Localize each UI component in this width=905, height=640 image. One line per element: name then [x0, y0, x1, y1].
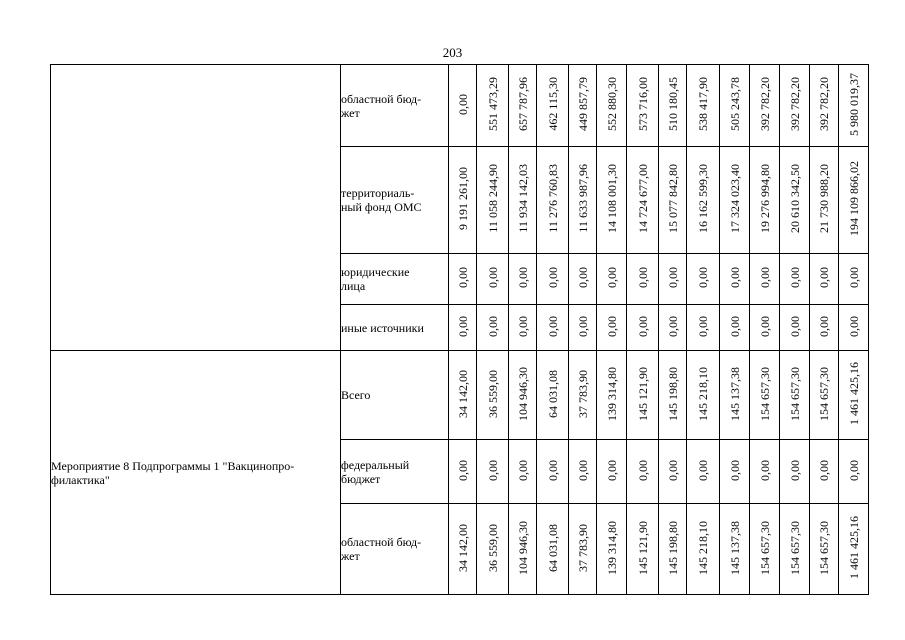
value-text: 104 946,30: [515, 520, 530, 575]
value-text: 14 108 001,30: [604, 164, 619, 233]
value-text: 5 980 019,37: [846, 72, 861, 136]
value-text: 462 115,30: [545, 77, 560, 131]
value-text: 0,00: [846, 459, 861, 481]
value-cell: [750, 351, 780, 440]
value-cell: [780, 305, 810, 351]
value-text: 0,00: [757, 459, 772, 481]
value-text: 0,00: [727, 267, 742, 288]
value-text: 17 324 023,40: [727, 164, 742, 233]
page-number: 203: [442, 45, 463, 60]
value-text: 139 314,80: [604, 520, 619, 575]
event-cell: [51, 65, 341, 351]
value-text: 145 137,38: [727, 366, 742, 421]
value-cell: [569, 305, 597, 351]
value-cell: [569, 65, 597, 147]
value-cell: [537, 351, 569, 440]
value-text: 0,00: [545, 459, 560, 481]
value-text: 36 559,00: [485, 523, 500, 572]
budget-table: [50, 64, 869, 595]
value-cell: [750, 305, 780, 351]
value-text: 0,00: [817, 267, 831, 288]
value-cell: [627, 351, 659, 440]
value-text: 0,00: [485, 459, 500, 481]
value-cell: [720, 351, 750, 440]
value-cell: [687, 147, 720, 254]
value-cell: [780, 440, 810, 504]
value-cell: [569, 254, 597, 305]
value-cell: [537, 147, 569, 254]
value-text: 0,00: [515, 459, 530, 481]
value-cell: [569, 440, 597, 504]
value-text: 0,00: [665, 267, 680, 288]
value-text: 36 559,00: [485, 369, 500, 418]
value-cell: [449, 351, 477, 440]
value-text: 14 724 677,00: [635, 164, 650, 233]
value-cell: [597, 65, 627, 147]
value-cell: [627, 504, 659, 595]
value-text: 0,00: [515, 267, 530, 288]
funding-source-cell: иные источники: [341, 305, 449, 351]
value-text: 0,00: [787, 315, 802, 337]
table-row: [51, 65, 869, 147]
value-cell: [687, 351, 720, 440]
value-cell: [659, 504, 687, 595]
value-cell: [780, 504, 810, 595]
value-text: 392 782,20: [787, 77, 802, 131]
value-text: 0,00: [455, 459, 470, 481]
value-text: 0,00: [455, 267, 470, 288]
value-text: 0,00: [455, 93, 470, 115]
value-cell: [687, 305, 720, 351]
value-cell: [477, 351, 509, 440]
value-cell: [659, 147, 687, 254]
value-cell: [720, 504, 750, 595]
value-text: 0,00: [817, 459, 831, 481]
value-cell: [687, 254, 720, 305]
value-cell: [839, 440, 869, 504]
value-text: 11 058 244,90: [485, 164, 500, 233]
value-cell: [780, 65, 810, 147]
value-text: 552 880,30: [604, 77, 619, 131]
value-text: 0,00: [545, 315, 560, 337]
value-cell: [477, 305, 509, 351]
value-cell: [750, 65, 780, 147]
value-text: 0,00: [575, 459, 590, 481]
value-cell: [839, 351, 869, 440]
value-text: 154 657,30: [757, 520, 772, 575]
value-text: 37 783,90: [575, 523, 590, 572]
value-text: 573 716,00: [635, 77, 650, 131]
value-text: 11 276 760,83: [545, 164, 560, 233]
value-cell: [810, 305, 839, 351]
value-text: 194 109 866,02: [846, 161, 861, 236]
value-text: 154 657,30: [787, 520, 802, 575]
value-text: 37 783,90: [575, 369, 590, 418]
value-cell: [720, 440, 750, 504]
value-text: 154 657,30: [787, 366, 802, 421]
value-text: 0,00: [757, 267, 772, 288]
value-text: 154 657,30: [817, 366, 831, 421]
value-text: 0,00: [787, 459, 802, 481]
value-text: 64 031,08: [545, 523, 560, 572]
value-text: 0,00: [604, 267, 619, 288]
value-cell: [810, 65, 839, 147]
value-text: 0,00: [846, 315, 861, 337]
value-cell: [509, 351, 537, 440]
value-text: 0,00: [665, 459, 680, 481]
value-cell: [597, 504, 627, 595]
event-cell: Мероприятие 8 Подпрограммы 1 "Вакцинопро- филактика": [51, 351, 341, 595]
value-cell: [477, 504, 509, 595]
value-cell: [509, 305, 537, 351]
value-text: 0,00: [575, 267, 590, 288]
value-text: 145 121,90: [635, 520, 650, 575]
value-cell: [780, 351, 810, 440]
value-cell: [477, 440, 509, 504]
value-cell: [449, 305, 477, 351]
value-cell: [477, 147, 509, 254]
value-text: 34 142,00: [455, 369, 470, 418]
value-text: 0,00: [635, 267, 650, 288]
value-text: 392 782,20: [817, 77, 831, 131]
value-cell: [627, 305, 659, 351]
value-cell: [750, 254, 780, 305]
value-cell: [569, 504, 597, 595]
value-text: 0,00: [545, 267, 560, 288]
value-cell: [839, 65, 869, 147]
value-text: 449 857,79: [575, 77, 590, 131]
value-cell: [780, 254, 810, 305]
value-text: 19 276 994,80: [757, 164, 772, 233]
value-text: 0,00: [665, 315, 680, 337]
value-text: 11 633 987,96: [575, 164, 590, 233]
value-text: 154 657,30: [757, 366, 772, 421]
value-cell: [597, 147, 627, 254]
value-text: 145 198,80: [665, 366, 680, 421]
value-text: 0,00: [635, 315, 650, 337]
funding-source-cell: юридические лица: [341, 254, 449, 305]
value-cell: [627, 65, 659, 147]
value-cell: [477, 65, 509, 147]
value-text: 0,00: [455, 315, 470, 337]
value-cell: [720, 65, 750, 147]
value-text: 0,00: [485, 267, 500, 288]
value-cell: [659, 351, 687, 440]
value-cell: [509, 440, 537, 504]
value-cell: [597, 305, 627, 351]
value-cell: [810, 440, 839, 504]
value-cell: [750, 504, 780, 595]
value-text: 145 218,10: [696, 366, 710, 421]
value-text: 551 473,29: [485, 77, 500, 131]
value-cell: [597, 254, 627, 305]
value-text: 0,00: [604, 315, 619, 337]
value-text: 392 782,20: [757, 77, 772, 131]
value-text: 0,00: [846, 267, 861, 288]
value-text: 9 191 261,00: [455, 167, 470, 230]
value-cell: [509, 504, 537, 595]
value-text: 21 730 988,20: [817, 164, 831, 233]
value-text: 20 610 342,50: [787, 164, 802, 233]
value-text: 0,00: [485, 315, 500, 337]
value-cell: [627, 254, 659, 305]
value-cell: [839, 504, 869, 595]
value-cell: [509, 65, 537, 147]
value-cell: [720, 147, 750, 254]
value-cell: [509, 147, 537, 254]
value-text: 505 243,78: [727, 77, 742, 131]
value-text: 0,00: [757, 315, 772, 337]
funding-source-cell: федеральный бюджет: [341, 440, 449, 504]
value-text: 0,00: [575, 315, 590, 337]
value-cell: [569, 351, 597, 440]
value-cell: [627, 147, 659, 254]
value-cell: [477, 254, 509, 305]
value-cell: [839, 147, 869, 254]
value-cell: [659, 305, 687, 351]
value-cell: [537, 65, 569, 147]
value-text: 15 077 842,80: [665, 164, 680, 233]
value-cell: [569, 147, 597, 254]
value-cell: [537, 440, 569, 504]
value-cell: [839, 254, 869, 305]
value-text: 1 461 425,16: [846, 516, 861, 579]
value-text: 0,00: [696, 459, 710, 481]
value-cell: [537, 504, 569, 595]
value-text: 145 137,38: [727, 520, 742, 575]
value-text: 104 946,30: [515, 366, 530, 421]
value-text: 154 657,30: [817, 520, 831, 575]
value-text: 538 417,90: [696, 77, 710, 131]
funding-source-cell: Всего: [341, 351, 449, 440]
value-cell: [627, 440, 659, 504]
value-text: 139 314,80: [604, 366, 619, 421]
value-text: 657 787,96: [515, 77, 530, 131]
value-text: 64 031,08: [545, 369, 560, 418]
value-text: 0,00: [727, 315, 742, 337]
value-text: 145 218,10: [696, 520, 710, 575]
value-cell: [720, 305, 750, 351]
value-text: 145 198,80: [665, 520, 680, 575]
funding-source-cell: территориаль- ный фонд ОМС: [341, 147, 449, 254]
value-text: 0,00: [727, 459, 742, 481]
value-text: 34 142,00: [455, 523, 470, 572]
value-cell: [687, 504, 720, 595]
value-text: 0,00: [696, 315, 710, 337]
value-cell: [449, 254, 477, 305]
value-cell: [810, 351, 839, 440]
funding-source-cell: областной бюд- жет: [341, 65, 449, 147]
value-cell: [449, 65, 477, 147]
value-text: 0,00: [817, 315, 831, 337]
value-cell: [449, 440, 477, 504]
table-row: [51, 351, 869, 440]
value-cell: [659, 65, 687, 147]
value-cell: [687, 65, 720, 147]
value-cell: [659, 254, 687, 305]
value-cell: [449, 147, 477, 254]
value-text: 0,00: [787, 267, 802, 288]
value-text: 11 934 142,03: [515, 164, 530, 233]
value-cell: [597, 440, 627, 504]
value-cell: [810, 504, 839, 595]
value-cell: [780, 147, 810, 254]
value-text: 0,00: [635, 459, 650, 481]
value-text: 510 180,45: [665, 77, 680, 131]
value-text: 0,00: [604, 459, 619, 481]
value-text: 0,00: [515, 315, 530, 337]
value-text: 0,00: [696, 267, 710, 288]
value-cell: [720, 254, 750, 305]
value-cell: [537, 254, 569, 305]
value-text: 1 461 425,16: [846, 362, 861, 425]
value-cell: [537, 305, 569, 351]
value-cell: [810, 254, 839, 305]
value-cell: [509, 254, 537, 305]
value-cell: [810, 147, 839, 254]
value-cell: [750, 147, 780, 254]
value-cell: [750, 440, 780, 504]
value-cell: [659, 440, 687, 504]
funding-source-cell: областной бюд- жет: [341, 504, 449, 595]
value-cell: [687, 440, 720, 504]
value-cell: [449, 504, 477, 595]
value-text: 145 121,90: [635, 366, 650, 421]
value-cell: [839, 305, 869, 351]
value-text: 16 162 599,30: [696, 164, 710, 233]
value-cell: [597, 351, 627, 440]
